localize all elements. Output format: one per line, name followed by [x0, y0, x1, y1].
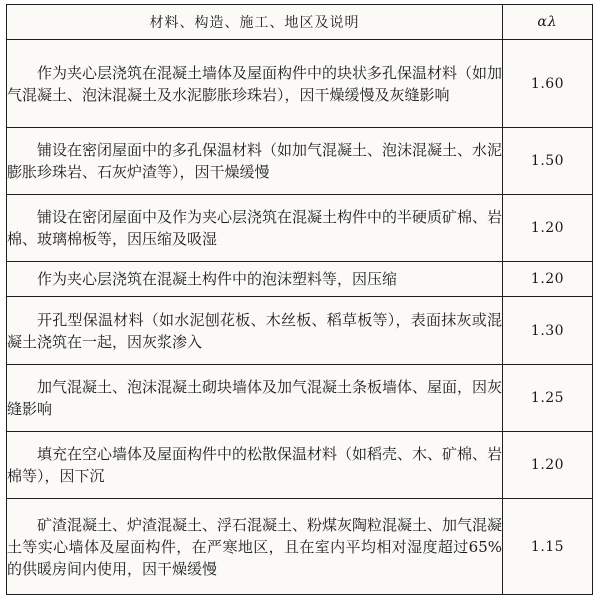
row-description-cell [7, 297, 503, 365]
row-description-cell [7, 128, 503, 195]
row-value: 1.20 [530, 457, 565, 473]
table-row [7, 262, 593, 297]
row-value-cell [503, 499, 593, 595]
correction-coefficient-table [6, 4, 593, 595]
row-description: 作为夹心层浇筑在混凝土构件中的泡沫塑料等，因压缩 [37, 270, 398, 288]
row-description: 矿渣混凝土、炉渣混凝土、浮石混凝土、粉煤灰陶粒混凝土、加气混凝土等实心墙体及屋面构件，在严寒地区，且在室内平均相对湿度超过65%的供暖房间内使用，因干燥缓慢 [7, 515, 503, 578]
row-description: 铺设在密闭屋面中的多孔保温材料（如加气混凝土、泡沫混凝土、水泥膨胀珍珠岩、石灰炉渣等），因干燥缓慢 [7, 141, 503, 181]
row-description: 铺设在密闭屋面中及作为夹心层浇筑在混凝土构件中的半硬质矿棉、岩棉、玻璃棉板等，因压缩及吸湿 [7, 208, 503, 248]
row-description: 开孔型保温材料（如水泥刨花板、木丝板、稻草板等），表面抹灰或混凝土浇筑在一起，因灰浆渗入 [7, 310, 502, 351]
row-value: 1.15 [530, 538, 565, 555]
table-row [7, 499, 593, 595]
row-value: 1.60 [530, 75, 565, 92]
row-value-cell [503, 297, 593, 365]
row-value-cell [503, 365, 593, 432]
row-description-cell [7, 262, 503, 297]
row-description: 填充在空心墙体及屋面构件中的松散保温材料（如稻壳、木、矿棉、岩棉等），因下沉 [7, 445, 503, 485]
row-value-cell [503, 195, 593, 262]
row-value: 1.20 [530, 220, 565, 236]
row-value-cell [503, 432, 593, 499]
row-description-cell [7, 432, 503, 499]
row-value-cell [503, 262, 593, 297]
row-description-cell [7, 499, 503, 595]
row-value: 1.25 [530, 390, 565, 406]
row-value: 1.30 [530, 322, 565, 339]
row-description-cell [7, 40, 503, 128]
coefficient-symbol: αλ [537, 14, 558, 30]
table-row [7, 195, 593, 262]
row-description: 作为夹心层浇筑在混凝土墙体及屋面构件中的块状多孔保温材料（如加气混凝土、泡沫混凝土及水泥膨胀珍珠岩），因干燥缓慢及灰缝影响 [7, 63, 503, 104]
document-page [6, 4, 592, 594]
table-row [7, 365, 593, 432]
row-value: 1.20 [530, 271, 565, 287]
row-value-cell [503, 128, 593, 195]
table-row [7, 128, 593, 195]
row-value-cell [503, 40, 593, 128]
header-description: 材料、构造、施工、地区及说明 [7, 5, 503, 40]
table-header-row [7, 5, 593, 40]
table-row [7, 40, 593, 128]
row-description-cell [7, 195, 503, 262]
row-description-cell [7, 365, 503, 432]
table-row [7, 432, 593, 499]
row-description: 加气混凝土、泡沫混凝土砌块墙体及加气混凝土条板墙体、屋面，因灰缝影响 [7, 378, 503, 418]
header-coefficient [503, 5, 593, 40]
table-row [7, 297, 593, 365]
row-value: 1.50 [530, 153, 565, 169]
